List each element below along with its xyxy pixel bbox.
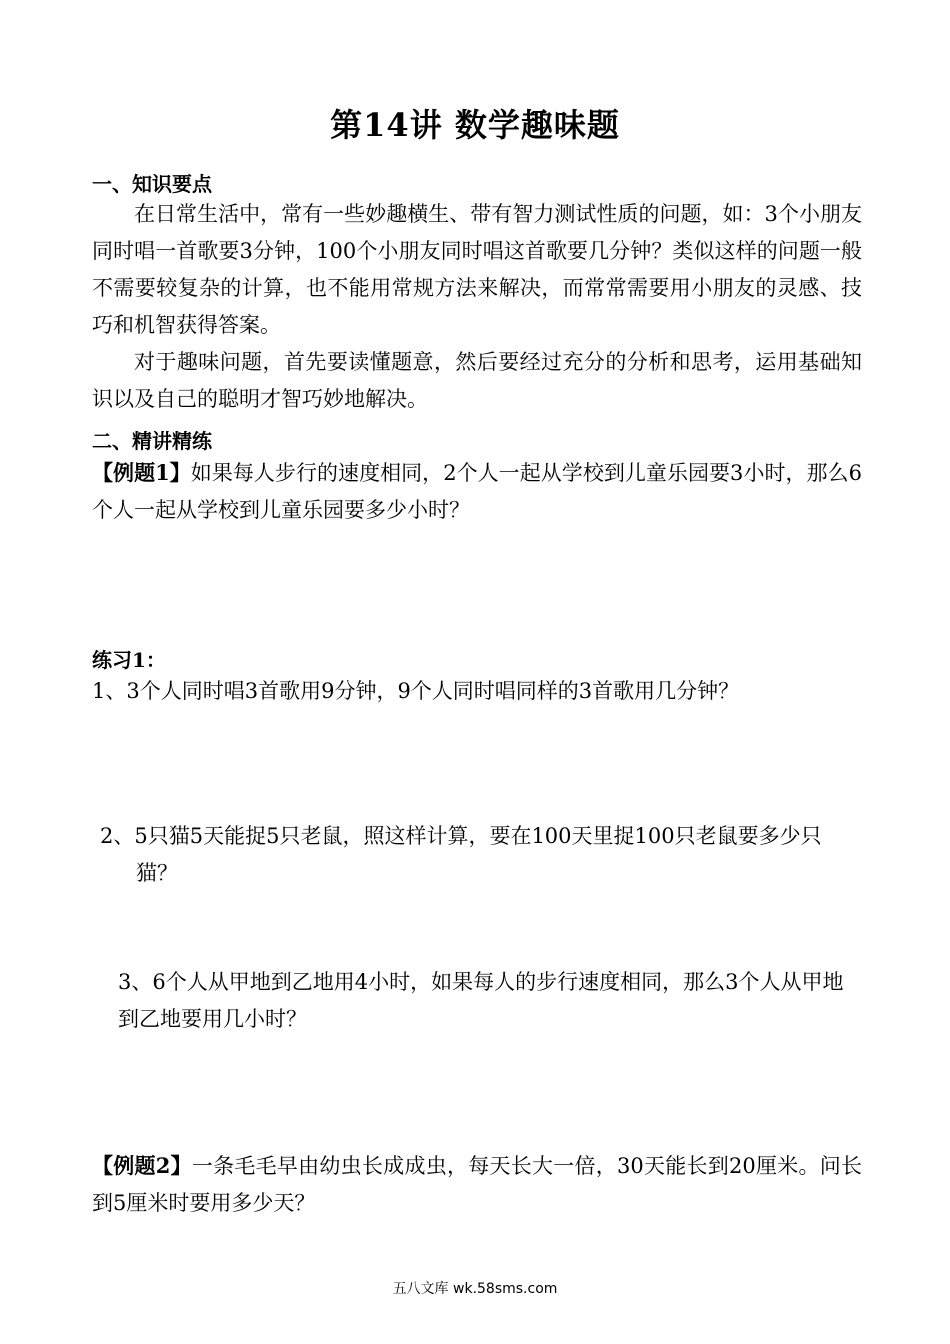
- practice-1-heading: 练习1：: [92, 648, 166, 672]
- section-heading-knowledge: 一、知识要点: [92, 172, 212, 196]
- practice-question-1: 1、3个人同时唱3首歌用9分钟，9个人同时唱同样的3首歌用几分钟？: [92, 679, 740, 703]
- practice-question-3: 3、6个人从甲地到乙地用4小时，如果每人的步行速度相同，那么3个人从甲地到乙地要用几小时？: [118, 970, 844, 1031]
- knowledge-paragraph-1: 在日常生活中，常有一些妙趣横生、带有智力测试性质的问题，如：3个小朋友同时唱一首歌要3分钟，100个小朋友同时唱这首歌要几分钟？类似这样的问题一般不需要较复杂的计算，也不能用常规方法来解决，而常常需要用小朋友的灵感、技巧和机智获得答案。: [92, 202, 862, 337]
- knowledge-paragraph-2: 对于趣味问题，首先要读懂题意，然后要经过充分的分析和思考，运用基础知识以及自己的聪明才智巧妙地解决。: [92, 350, 862, 411]
- example-2: [92, 1147, 862, 1222]
- example-1: [92, 454, 862, 529]
- example-2-text: 一条毛毛早由幼虫长成成虫，每天长大一倍，30天能长到20厘米。问长到5厘米时要用多少天？: [92, 1154, 862, 1215]
- practice-question-2: 2、5只猫5天能捉5只老鼠，照这样计算，要在100天里捉100只老鼠要多少只猫？: [100, 824, 822, 885]
- example-2-label: 【例题2】: [92, 1153, 192, 1178]
- section-heading-practice: 二、精讲精练: [92, 429, 212, 453]
- example-1-text: 如果每人步行的速度相同，2个人一起从学校到儿童乐园要3小时，那么6个人一起从学校到儿童乐园要多少小时？: [92, 461, 862, 522]
- page-title: 第14讲 数学趣味题: [330, 106, 620, 144]
- footer-watermark-text: 五八文库 wk.58sms.com: [392, 1281, 558, 1297]
- example-1-label: 【例题1】: [92, 460, 191, 485]
